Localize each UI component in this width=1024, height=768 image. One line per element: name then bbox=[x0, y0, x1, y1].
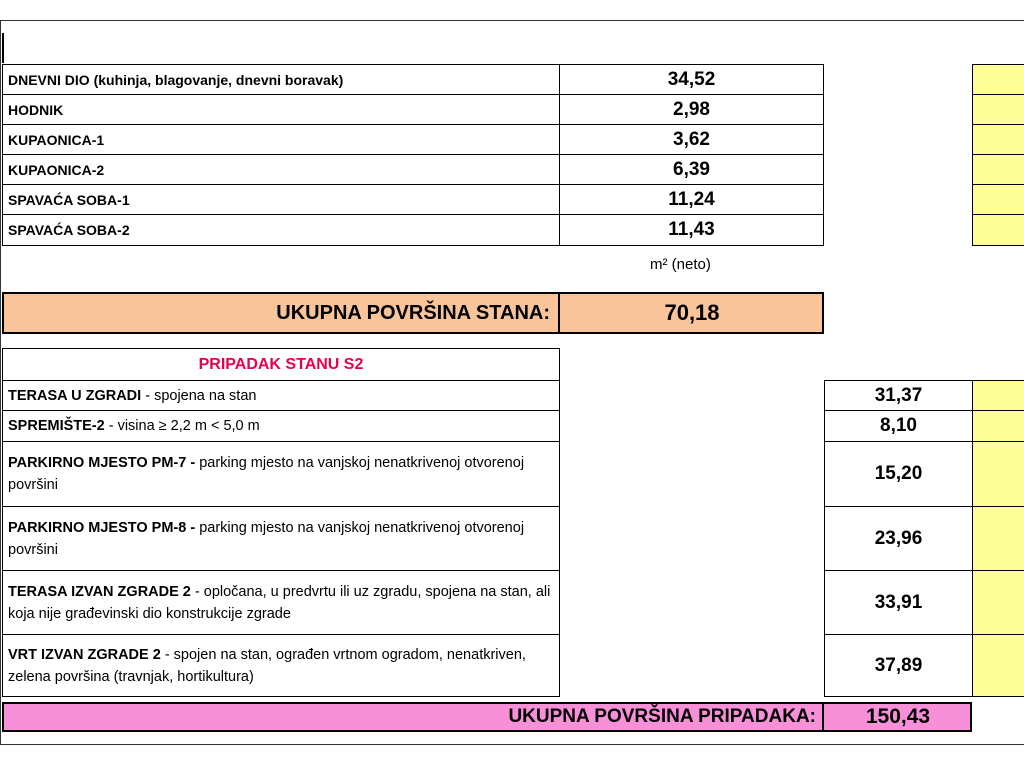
appurtenance-label bbox=[2, 380, 560, 411]
appurtenance-desc: parking mjesto na vanjskoj nenatkrivenoj otvorenoj površini bbox=[8, 519, 525, 558]
room-area: 3,62 bbox=[559, 124, 824, 155]
room-label: SPAVAĆA SOBA-1 bbox=[2, 184, 560, 215]
yellow-cell bbox=[972, 94, 1024, 125]
cell-marker bbox=[0, 33, 4, 63]
total-apartment-value: 70,18 bbox=[664, 300, 720, 325]
frame-left-border bbox=[0, 20, 1, 745]
yellow-cell bbox=[972, 634, 1024, 697]
room-area: 2,98 bbox=[559, 94, 824, 125]
yellow-cell bbox=[972, 380, 1024, 411]
appurtenance-area: 33,91 bbox=[824, 570, 973, 635]
total-apartment-label: UKUPNA POVRŠINA STANA: bbox=[2, 292, 560, 334]
appurtenance-label bbox=[2, 410, 560, 442]
yellow-cell bbox=[972, 410, 1024, 442]
appurtenance-desc: - spojen na stan, ograđen vrtnom ogradom, nenatkriven, zelena površina (travnjak, hortikultura) bbox=[8, 646, 526, 685]
yellow-cell bbox=[972, 570, 1024, 635]
room-label: DNEVNI DIO (kuhinja, blagovanje, dnevni boravak) bbox=[2, 64, 560, 95]
appurtenance-area: 37,89 bbox=[824, 634, 973, 697]
appurtenance-name: TERASA U ZGRADI bbox=[8, 387, 142, 404]
appurtenance-label bbox=[2, 506, 560, 571]
room-area: 34,52 bbox=[559, 64, 824, 95]
room-label: KUPAONICA-1 bbox=[2, 124, 560, 155]
appurtenance-label bbox=[2, 570, 560, 635]
frame-top-border bbox=[0, 20, 1024, 21]
yellow-cell bbox=[972, 184, 1024, 215]
frame-bottom-border bbox=[0, 744, 1024, 745]
appurtenance-label bbox=[2, 634, 560, 697]
room-area: 11,24 bbox=[559, 184, 824, 215]
yellow-cell bbox=[972, 506, 1024, 571]
appurtenance-name: SPREMIŠTE-2 bbox=[8, 418, 105, 434]
room-label: SPAVAĆA SOBA-2 bbox=[2, 214, 560, 246]
yellow-cell bbox=[972, 64, 1024, 95]
appurtenance-header: PRIPADAK STANU S2 bbox=[2, 348, 560, 381]
unit-label: m² (neto) bbox=[650, 256, 711, 273]
appurtenance-area: 8,10 bbox=[824, 410, 973, 442]
appurtenance-area: 23,96 bbox=[824, 506, 973, 571]
appurtenance-desc: - spojena na stan bbox=[141, 387, 257, 404]
total-appurtenances-label: UKUPNA POVRŠINA PRIPADAKA: bbox=[2, 702, 824, 732]
room-label: KUPAONICA-2 bbox=[2, 154, 560, 185]
appurtenance-label bbox=[2, 441, 560, 507]
appurtenance-desc: - opločana, u predvrtu ili uz zgradu, spojena na stan, ali koja nije građevinski dio konstrukcije zgrade bbox=[8, 583, 551, 622]
yellow-cell bbox=[972, 441, 1024, 507]
room-area: 6,39 bbox=[559, 154, 824, 185]
room-area: 11,43 bbox=[559, 214, 824, 246]
appurtenance-area: 15,20 bbox=[824, 441, 973, 507]
yellow-cell bbox=[972, 214, 1024, 246]
appurtenance-name: PARKIRNO MJESTO PM-8 - bbox=[8, 519, 196, 536]
total-appurtenances-value: 150,43 bbox=[865, 705, 931, 728]
appurtenance-desc: - visina ≥ 2,2 m < 5,0 m bbox=[104, 418, 260, 434]
appurtenance-name: TERASA IZVAN ZGRADE 2 bbox=[8, 583, 191, 600]
appurtenance-name: PARKIRNO MJESTO PM-7 - bbox=[8, 455, 196, 471]
yellow-cell bbox=[972, 124, 1024, 155]
appurtenance-area: 31,37 bbox=[824, 380, 973, 411]
room-label: HODNIK bbox=[2, 94, 560, 125]
appurtenance-name: VRT IZVAN ZGRADE 2 bbox=[8, 646, 161, 663]
appurtenance-desc: parking mjesto na vanjskoj nenatkrivenoj otvorenoj površini bbox=[8, 455, 525, 493]
yellow-cell bbox=[972, 154, 1024, 185]
